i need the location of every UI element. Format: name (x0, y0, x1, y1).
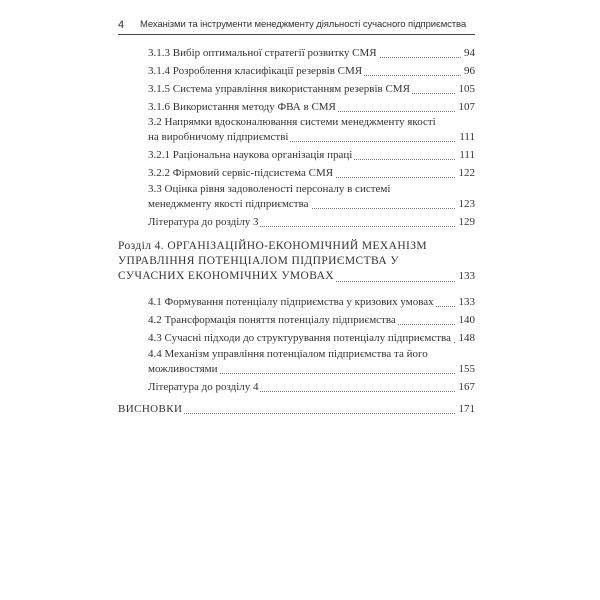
toc-entry-title: Література до розділу 3 (148, 216, 259, 228)
toc-entry-title: 3.1.6 Використання методу ФВА в СМЯ (148, 101, 336, 113)
toc-entry[interactable] (148, 64, 475, 78)
toc-entry-page: 122 (456, 166, 476, 180)
toc-entry-title: на виробничому підприємстві (148, 131, 289, 143)
toc-entry[interactable] (148, 166, 475, 180)
toc-entry-title: менеджменту якості підприємства (148, 198, 309, 210)
toc-entry[interactable] (148, 46, 475, 60)
toc-entry-page: 105 (456, 82, 476, 96)
chapter-heading-line2[interactable]: УПРАВЛІННЯ ПОТЕНЦІАЛОМ ПІДПРИЄМСТВА У (118, 255, 399, 267)
toc-entry-page: 111 (456, 130, 475, 144)
toc-entry-title: 4.3 Сучасні підходи до структурування потенціалу підприємства (148, 332, 451, 344)
chapter-heading[interactable] (118, 269, 475, 284)
chapter-heading-line1[interactable]: Розділ 4. ОРГАНІЗАЦІЙНО-ЕКОНОМІЧНИЙ МЕХАНІЗМ (118, 240, 428, 252)
toc-entry-page: 155 (456, 362, 476, 376)
toc-entry-title-line1: 4.4 Механізм управління потенціалом підприємства та його (148, 348, 428, 360)
toc-entry[interactable] (148, 313, 475, 327)
toc-entry[interactable] (148, 130, 475, 144)
toc-entry-page: 111 (456, 148, 475, 162)
toc-entry-page: 140 (456, 313, 476, 327)
toc-entry-title: 4.1 Формування потенціалу підприємства у кризових умовах (148, 296, 434, 308)
toc-entry-page: 96 (461, 64, 475, 78)
toc-entry-title: 4.2 Трансформація поняття потенціалу підприємства (148, 314, 396, 326)
toc-entry-page: 94 (461, 46, 475, 60)
toc-entry-page: 129 (456, 215, 476, 229)
page-number: 4 (118, 19, 125, 31)
toc-entry-page: 107 (456, 100, 476, 114)
toc-entry-title: 3.2.1 Раціональна наукова організація праці (148, 149, 353, 161)
toc-entry-title: 3.1.4 Розроблення класифікації резервів СМЯ (148, 65, 363, 77)
toc-entry[interactable] (148, 295, 475, 309)
toc-entry-page: 133 (456, 269, 476, 284)
toc-entry-title-line1: 3.3 Оцінка рівня задоволеності персоналу в системі (148, 183, 391, 195)
running-header (118, 18, 475, 35)
toc-entry[interactable] (148, 380, 475, 394)
toc-entry-page: 171 (456, 402, 476, 416)
toc-entry[interactable] (148, 215, 475, 229)
chapter-heading-line3: СУЧАСНИХ ЕКОНОМІЧНИХ УМОВАХ (118, 270, 334, 282)
toc-entry-title: ВИСНОВКИ (118, 403, 183, 415)
toc-entry-title: 3.2.2 Фірмовий сервіс-підсистема СМЯ (148, 167, 334, 179)
toc-entry-title: можливостями (148, 363, 218, 375)
toc-entry[interactable] (118, 402, 475, 416)
toc-entry-page: 133 (456, 295, 476, 309)
toc-entry[interactable] (148, 82, 475, 96)
toc-entry[interactable] (148, 362, 475, 376)
toc-entry[interactable] (148, 331, 475, 345)
toc-entry-page: 167 (456, 380, 476, 394)
toc-entry-title-line1: 3.2 Напрямки вдосконалювання системи менеджменту якості (148, 116, 436, 128)
toc-entry[interactable] (148, 148, 475, 162)
running-header-title: Механізми та інструменти менеджменту діяльності сучасного підприємства (140, 19, 467, 30)
toc-entry-title: Література до розділу 4 (148, 381, 259, 393)
toc-entry-page: 148 (456, 331, 476, 345)
toc-entry[interactable] (148, 197, 475, 211)
toc-entry-page: 123 (456, 197, 476, 211)
toc-entry-title: 3.1.5 Система управління використанням резервів СМЯ (148, 83, 410, 95)
toc-entry-title: 3.1.3 Вибір оптимальної стратегії розвитку СМЯ (148, 47, 377, 59)
toc-entry[interactable] (148, 100, 475, 114)
